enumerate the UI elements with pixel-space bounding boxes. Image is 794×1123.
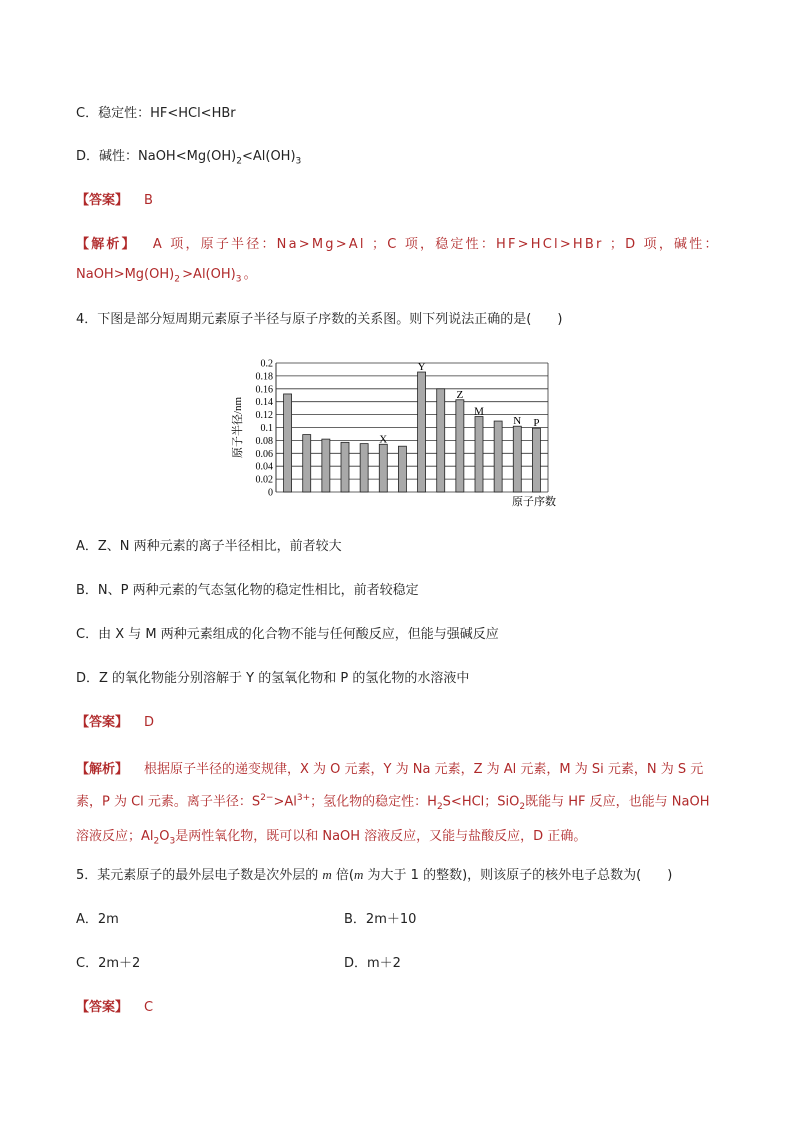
answer-value: B <box>144 193 153 208</box>
chart-ylabel: 原子半径/nm <box>232 396 244 458</box>
answer-label: 【答案】 <box>76 1000 129 1015</box>
chart-bar-label: P <box>533 417 540 430</box>
q4-explanation: 【解析】 根据原子半径的递变规律，X 为 O 元素，Y 为 Na 元素，Z 为 Al 元素，M 为 Si 元素，N 为 S 元 素，P 为 Cl 元素。离子半径：$S^{2-}>Al^{3+}$；氢化物的稳定性：$H_2S<HCl$；SiO$_2$既能与 HF 反应，也能与 NaOH 溶液反应；$Al_2O_3$是两性氧化物，既可以和 NaOH 溶液反应，又能与盐酸反应，D 正确。 <box>76 762 710 847</box>
chart-ytick-label: 0.06 <box>255 448 273 460</box>
chart-bar-label: Z <box>456 388 464 401</box>
q3-answer <box>76 191 153 211</box>
q4-option-c: C．由 X 与 M 两种元素组成的化合物不能与任何酸反应，但能与强碱反应 <box>76 627 499 642</box>
q5-option-d: D．m＋2 <box>344 956 401 971</box>
chart-ytick-label: 0.2 <box>260 358 273 370</box>
chart-bar <box>341 442 349 492</box>
chart-ytick-label: 0.18 <box>255 371 273 383</box>
atomic-radius-chart <box>228 355 568 515</box>
chart-bar <box>360 444 368 492</box>
chart-ytick-label: 0.16 <box>255 384 273 396</box>
chart-ytick-label: 0.08 <box>255 435 273 447</box>
q4-stem: 4．下图是部分短周期元素原子半径与原子序数的关系图。则下列说法正确的是( ) <box>76 312 563 327</box>
chart-bar-label: M <box>474 405 484 418</box>
q3-option-c: C．稳定性：HF<HCl<HBr <box>76 106 236 121</box>
chart-bar <box>437 389 445 492</box>
chart-bar <box>303 435 311 492</box>
q4-option-a: A．Z、N 两种元素的离子半径相比，前者较大 <box>76 539 342 554</box>
q4-answer <box>76 713 154 733</box>
chart-ytick-label: 0.14 <box>255 397 273 409</box>
chart-bar <box>475 417 483 492</box>
chart-bar <box>284 394 292 492</box>
chart-bar <box>456 400 464 492</box>
chart-ytick-label: 0 <box>268 487 273 499</box>
chart-bar <box>494 421 502 492</box>
chart-ytick-label: 0.04 <box>255 461 273 473</box>
q5-answer <box>76 998 153 1018</box>
chart-bar <box>322 439 330 492</box>
answer-label: 【答案】 <box>76 193 129 208</box>
q5-option-a: A．2m <box>76 912 119 927</box>
q3-option-d: D．碱性：$NaOH<Mg(OH)_2<Al(OH)_3$ <box>76 149 302 167</box>
q4-option-d: D．Z 的氧化物能分别溶解于 Y 的氢氧化物和 P 的氢化物的水溶液中 <box>76 671 470 686</box>
chart-ytick-label: 0.02 <box>255 474 273 486</box>
q5-stem: 5．某元素原子的最外层电子数是次外层的 m 倍(m 为大于 1 的整数)，则该原子的核外电子总数为( ) <box>76 867 673 883</box>
q3-explanation: 【解析】 A 项，原子半径：Na>Mg>Al ；C 项，稳定性：HF>HCl>HBr ；D 项，碱性： $NaOH>Mg(OH)_2>Al(OH)_3$。 <box>76 237 720 285</box>
chart-bar-label: Y <box>417 361 426 374</box>
chart-bar <box>398 446 406 492</box>
chart-bar <box>513 426 521 492</box>
chart-bar <box>379 444 387 492</box>
q5-option-c: C．2m＋2 <box>76 956 141 971</box>
chart-bar <box>418 372 426 492</box>
q4-option-b: B．N、P 两种元素的气态氢化物的稳定性相比，前者较稳定 <box>76 583 419 598</box>
chart-ytick-label: 0.12 <box>255 410 273 422</box>
q5-option-b: B．2m＋10 <box>344 912 417 927</box>
answer-value: C <box>144 1000 154 1015</box>
chart-bar-label: X <box>379 433 388 446</box>
answer-value: D <box>144 715 155 730</box>
chart-xlabel: 原子序数 <box>512 496 556 508</box>
answer-label: 【答案】 <box>76 715 129 730</box>
chart-ytick-label: 0.1 <box>260 423 273 434</box>
chart-bar-label: N <box>513 415 522 428</box>
chart-bar <box>532 428 540 492</box>
